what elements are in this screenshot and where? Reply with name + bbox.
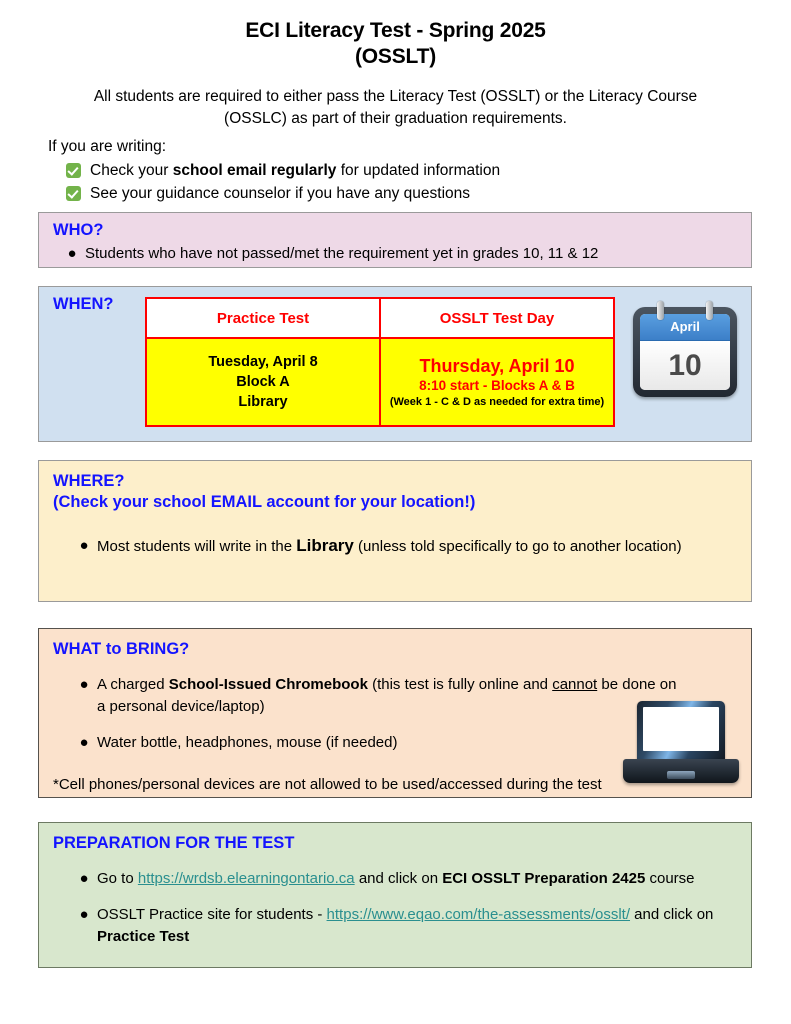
what-bullet2-text: Water bottle, headphones, mouse (if needed): [97, 734, 398, 751]
where-heading-line2: (Check your school EMAIL account for your location!): [53, 493, 476, 511]
page-title-line2: (OSSLT): [354, 45, 437, 68]
calendar-ring-right-icon: [706, 301, 713, 320]
testday-start-time: 8:10 start - Blocks A & B: [419, 377, 575, 393]
prep-bullet2-pre: OSSLT Practice site for students -: [97, 906, 327, 923]
when-heading: WHEN?: [53, 295, 114, 313]
list-item: [66, 183, 791, 205]
laptop-icon: [623, 701, 739, 785]
calendar-ring-left-icon: [657, 301, 664, 320]
what-bullet1-underline: cannot: [552, 676, 598, 693]
practice-date: Tuesday, April 8: [208, 354, 318, 370]
what-bullet1-pre: A charged: [97, 676, 169, 693]
check-list: [66, 160, 791, 205]
calendar-day-number: 10: [640, 341, 730, 390]
list-item: [53, 904, 737, 948]
what-bullet1-mid: (this test is fully online and: [367, 676, 553, 693]
calendar-month-label: April: [640, 314, 730, 341]
where-heading-line1: WHERE?: [53, 472, 125, 490]
list-item: [53, 243, 737, 265]
prep-bullet2-mid: and click on: [630, 906, 714, 923]
where-bullet-text: [97, 535, 737, 558]
cell-practice-test: [146, 338, 380, 426]
when-schedule-table: [145, 297, 615, 427]
calendar-icon: [633, 301, 737, 397]
where-bullet-post: (unless told specifically to go to another location): [353, 538, 682, 555]
check-item-bold: school email regularly: [172, 162, 337, 179]
cell-osslt-test-day: [380, 338, 614, 426]
testday-date: Thursday, April 10: [419, 355, 575, 376]
intro-paragraph: All students are required to either pass the Literacy Test (OSSLT) or the Literacy Course (OSSLC) as part of their graduation requirements.: [93, 88, 698, 127]
check-item-post: for updated information: [336, 162, 501, 179]
when-content-row: [145, 297, 737, 427]
bullet-icon: ●: [79, 537, 89, 554]
elearning-ontario-link[interactable]: https://wrdsb.elearningontario.ca: [137, 870, 355, 887]
table-header-testday: OSSLT Test Day: [380, 298, 614, 338]
eqao-osslt-link[interactable]: https://www.eqao.com/the-assessments/osslt/: [326, 906, 631, 923]
bullet-icon: ●: [79, 734, 89, 751]
section-who: [38, 212, 752, 268]
prep-bullet2-bold: Practice Test: [97, 928, 190, 945]
list-item: [53, 868, 737, 890]
table-row: [146, 338, 614, 426]
what-bullet1-post: be done on a personal device/laptop): [97, 676, 677, 715]
laptop-trackpad: [667, 771, 695, 779]
laptop-screen: [643, 707, 719, 751]
where-bullet-bold: Library: [296, 536, 354, 555]
what-heading: WHAT to BRING?: [53, 640, 190, 658]
if-writing-label: If you are writing:: [48, 138, 167, 155]
section-preparation: [38, 822, 752, 968]
section-when: [38, 286, 752, 442]
where-bullet-pre: Most students will write in the: [97, 538, 297, 555]
list-item: [53, 535, 737, 558]
check-mark-icon: [66, 163, 81, 178]
what-note-text: *Cell phones/personal devices are not allowed to be used/accessed during the test: [53, 776, 602, 793]
list-item: [66, 160, 791, 182]
prep-bullet1-bold: ECI OSSLT Preparation 2425: [442, 870, 646, 887]
section-what-to-bring: [38, 628, 752, 798]
prep-heading: PREPARATION FOR THE TEST: [53, 834, 295, 852]
bullet-icon: ●: [79, 870, 89, 887]
calendar-inner: [640, 314, 730, 390]
bullet-icon: ●: [67, 245, 77, 262]
bullet-icon: ●: [79, 906, 89, 923]
prep-bullet2-text: [97, 904, 737, 948]
practice-block: Block A: [236, 374, 290, 390]
calendar-body: [633, 307, 737, 397]
check-item-text: [90, 160, 791, 182]
what-bullet1-bold: School-Issued Chromebook: [168, 676, 368, 693]
page-title: [0, 0, 791, 70]
who-heading: WHO?: [53, 221, 104, 239]
prep-bullet1-pre: Go to: [97, 870, 138, 887]
check-item-pre: Check your: [90, 162, 173, 179]
laptop-lid: [637, 701, 725, 761]
table-header-practice: Practice Test: [146, 298, 380, 338]
laptop-base: [623, 759, 739, 783]
testday-note: (Week 1 - C & D as needed for extra time): [389, 395, 605, 408]
bullet-icon: ●: [79, 676, 89, 693]
prep-bullet1-text: [97, 868, 737, 890]
check-mark-icon: [66, 186, 81, 201]
what-bullet1-text: [97, 674, 677, 718]
table-header-row: [146, 298, 614, 338]
prep-bullet1-mid: and click on: [354, 870, 443, 887]
prep-bullet1-post: course: [645, 870, 695, 887]
who-bullet-text: Students who have not passed/met the requirement yet in grades 10, 11 & 12: [85, 245, 599, 262]
section-where: [38, 460, 752, 602]
check-item-text: See your guidance counselor if you have any questions: [90, 185, 470, 202]
page-title-line1: ECI Literacy Test - Spring 2025: [245, 19, 546, 42]
practice-location: Library: [238, 394, 288, 410]
